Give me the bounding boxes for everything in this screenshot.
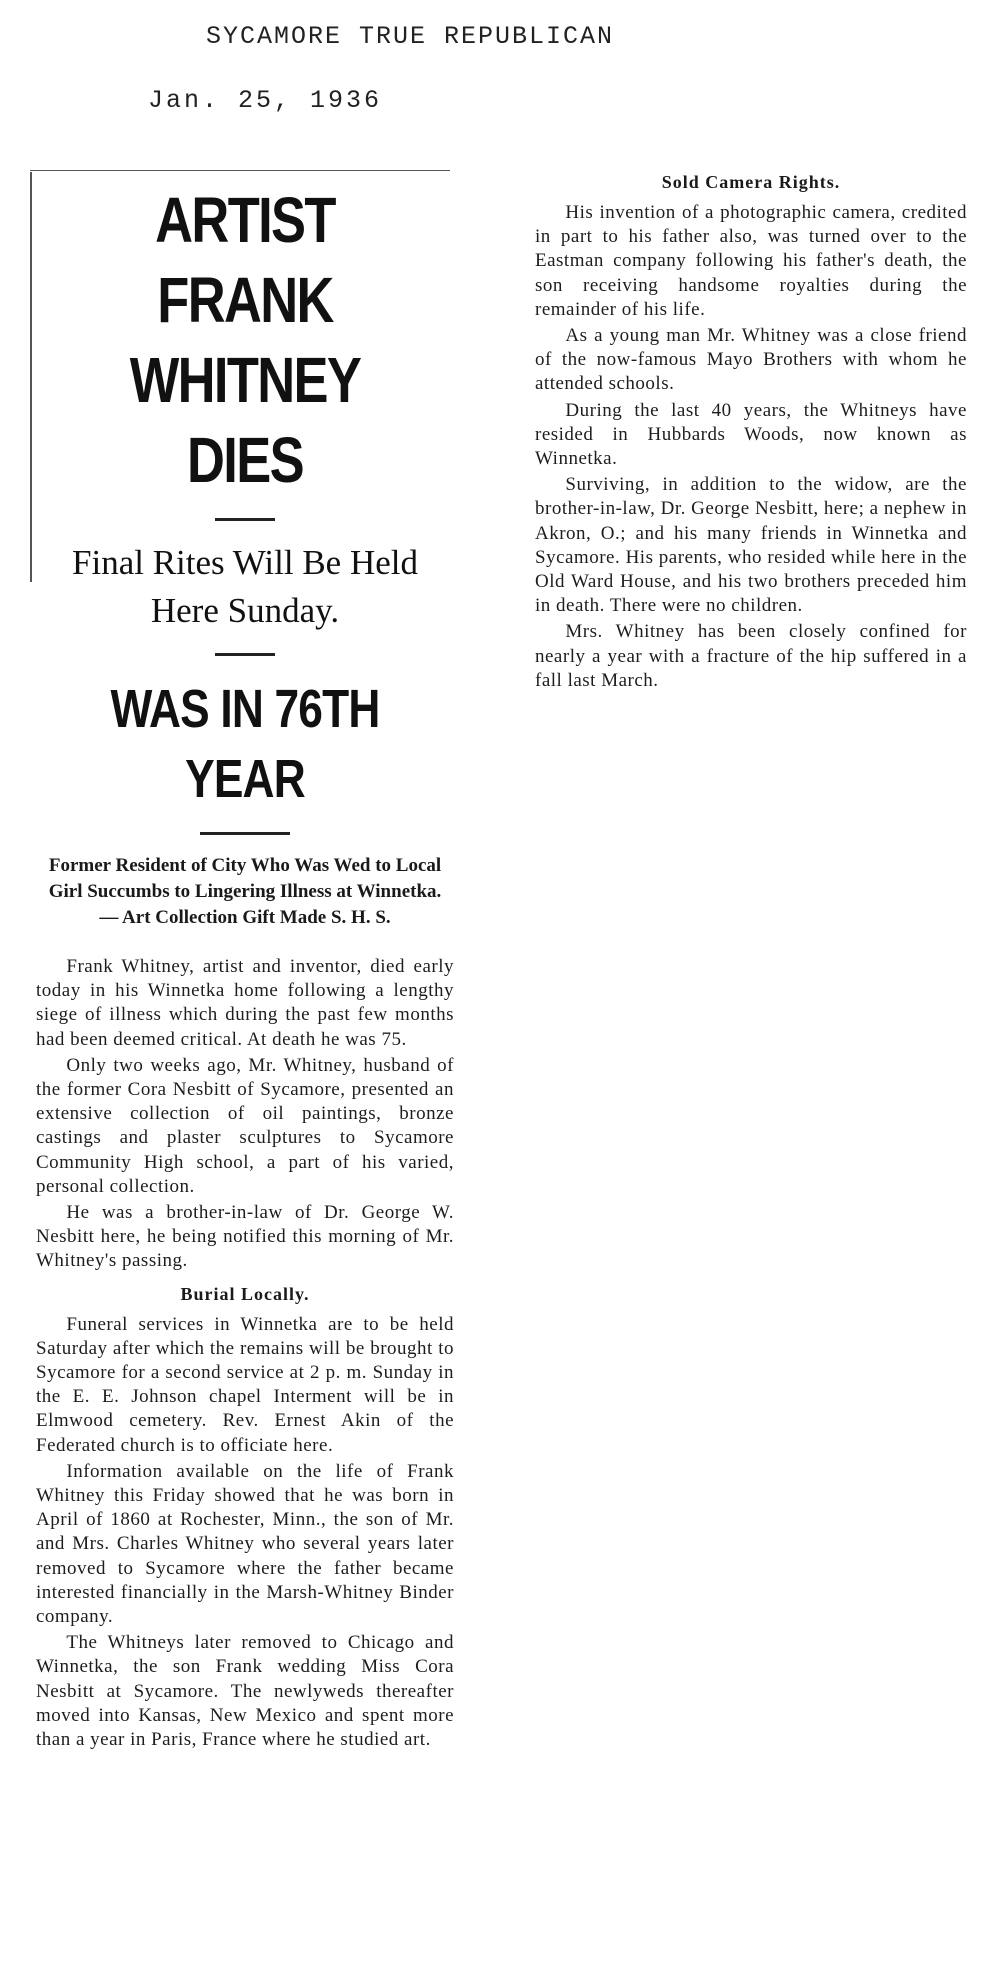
- top-column-border: [30, 170, 450, 171]
- section-heading-burial: Burial Locally.: [180, 1283, 310, 1304]
- article-paragraph: Frank Whitney, artist and inventor, died early today in his Winnetka home following a lengthy siege of illness which during the past few months had been deemed critical. At death he was 75.: [36, 956, 454, 1050]
- publication-date: Jan. 25, 1936: [148, 86, 383, 115]
- divider-rule: [215, 518, 275, 521]
- article-deck: Former Resident of City Who Was Wed to Local Girl Succumbs to Lingering Illness at Winnetka. — Art Collection Gift Made S. H. S.: [48, 855, 442, 928]
- section-heading-camera: Sold Camera Rights.: [661, 172, 841, 192]
- article-paragraph: His invention of a photographic camera, credited in part to his father also, was turned over to the Eastman company following his father's death, the son receiving handsome royalties during the remainder of his life.: [535, 202, 967, 320]
- article-paragraph: Mrs. Whitney has been closely confined for nearly a year with a fracture of the hip suffered in a fall last March.: [535, 621, 967, 691]
- article-paragraph: Information available on the life of Frank Whitney this Friday showed that he was born in April of 1860 at Rochester, Minn., the son of Mr. and Mrs. Charles Whitney who several years later removed to Sycamore where the father became interested financially in the Marsh-Whitney Binder company.: [36, 1460, 454, 1628]
- headline: ARTIST FRANK WHITNEY DIES: [129, 184, 361, 496]
- article-paragraph: Only two weeks ago, Mr. Whitney, husband of the former Cora Nesbitt of Sycamore, presented an extensive collection of oil paintings, bronze castings and plaster sculptures to Sycamore Community High school, a part of his varied, personal collection.: [36, 1054, 454, 1197]
- secondary-headline: WAS IN 76TH YEAR: [110, 679, 380, 809]
- article-paragraph: He was a brother-in-law of Dr. George W. Nesbitt here, he being notified this morning of Mr. Whitney's passing.: [36, 1202, 454, 1272]
- article-paragraph: The Whitneys later removed to Chicago and Winnetka, the son Frank wedding Miss Cora Nesbitt at Sycamore. The newlyweds thereafter moved into Kansas, New Mexico and spent more than a year in Paris, France where he studied art.: [36, 1632, 454, 1751]
- article-paragraph: Surviving, in addition to the widow, are the brother-in-law, Dr. George Nesbitt, here; a nephew in Akron, O.; and his many friends in Winnetka and Sycamore. His parents, who resided while here in the Old Ward House, and his two brothers preceded him in death. There were no children.: [535, 474, 967, 617]
- left-column: [36, 172, 454, 1752]
- divider-rule: [200, 832, 290, 835]
- subheadline: Final Rites Will Be Held Here Sunday.: [72, 543, 418, 630]
- left-column-border: [30, 172, 32, 582]
- article-paragraph: During the last 40 years, the Whitneys have resided in Hubbards Woods, now known as Winnetka.: [535, 399, 967, 470]
- article-paragraph: Funeral services in Winnetka are to be held Saturday after which the remains will be brought to Sycamore for a second service at 2 p. m. Sunday in the E. E. Johnson chapel Interment will be in Elmwood cemetery. Rev. Ernest Akin of the Federated church is to officiate here.: [36, 1313, 454, 1456]
- newspaper-name: SYCAMORE TRUE REPUBLICAN: [205, 22, 615, 51]
- right-column: [535, 172, 967, 693]
- article-paragraph: As a young man Mr. Whitney was a close friend of the now-famous Mayo Brothers with whom he attended schools.: [535, 325, 967, 395]
- divider-rule: [215, 653, 275, 656]
